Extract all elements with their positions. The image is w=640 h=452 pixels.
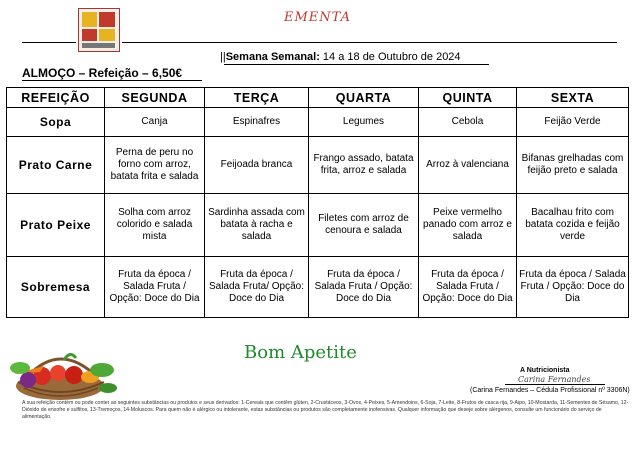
table-cell: Fruta da época / Salada Fruta / Opção: Doce do Dia <box>309 257 419 318</box>
row-header: Sobremesa <box>7 257 105 318</box>
table-row <box>7 108 629 137</box>
nutritionist-license: (Carina Fernandes – Cédula Profissional nº 3306N) <box>470 387 630 394</box>
vegetable-basket-illustration <box>4 346 122 404</box>
menu-table <box>6 87 629 318</box>
table-cell: Feijoada branca <box>205 137 309 194</box>
week-info <box>220 51 461 63</box>
school-logo <box>78 8 120 52</box>
row-header: Sopa <box>7 108 105 137</box>
table-cell: Fruta da época / Salada Fruta/ Opção: Doce do Dia <box>205 257 309 318</box>
table-cell: Solha com arroz colorido e salada mista <box>105 194 205 257</box>
column-header: REFEIÇÃO <box>7 88 105 108</box>
bom-apetite-greeting: Bom Apetite <box>244 342 357 363</box>
signature-line <box>505 384 605 385</box>
table-row <box>7 137 629 194</box>
week-value: 14 a 18 de Outubro de 2024 <box>319 51 461 63</box>
table-cell: Frango assado, batata frita, arroz e salada <box>309 137 419 194</box>
table-row <box>7 194 629 257</box>
table-cell: Cebola <box>419 108 517 137</box>
allergen-notes: A sua refeição contém ou pode conter as seguintes substâncias ou produtos e seus derivados: 1-Cereais que contêm glúten, 2-Crustáceos, 3-Ovos, 4-Peixes, 5-Amendoins, 6-Soja, 7-Leite, 8-Frutos de casca rija, 9-Aipo, 10-Mostarda, 11-Sementes de Sésamo, 12-Dióxido de enxofre e sulfitos, 13-Tremoços, 14-Moluscos. Para quem não é alérgico ou intolerante, estas substâncias ou produtos são completamente inofensivas. Qualquer informação que deseje sobre alérgenos, consulte um funcionário do serviço de alimentação. <box>22 400 629 421</box>
lunch-price: ALMOÇO – Refeição – 6,50€ <box>22 66 183 80</box>
week-underline <box>224 64 489 65</box>
table-cell: Arroz à valenciana <box>419 137 517 194</box>
table-cell: Legumes <box>309 108 419 137</box>
header-rule-right <box>122 42 617 43</box>
table-cell: Fruta da época / Salada Fruta / Opção: Doce do Dia <box>419 257 517 318</box>
table-cell: Filetes com arroz de cenoura e salada <box>309 194 419 257</box>
table-cell: Canja <box>105 108 205 137</box>
table-cell: Bifanas grelhadas com feijão preto e salada <box>517 137 629 194</box>
row-header: Prato Carne <box>7 137 105 194</box>
column-header: SEXTA <box>517 88 629 108</box>
table-cell: Espinafres <box>205 108 309 137</box>
page-title: EMENTA <box>284 10 352 25</box>
week-label: Semana Semanal: <box>225 51 320 63</box>
nutritionist-title: A Nutricionista <box>520 367 570 374</box>
column-header: QUARTA <box>309 88 419 108</box>
table-row <box>7 257 629 318</box>
table-cell: Bacalhau frito com batata cozida e feijão verde <box>517 194 629 257</box>
table-cell: Perna de peru no forno com arroz, batata frita e salada <box>105 137 205 194</box>
week-prefix: || <box>220 51 226 63</box>
table-cell: Fruta da época / Salada Fruta / Opção: Doce do Dia <box>517 257 629 318</box>
table-cell: Sardinha assada com batata à racha e salada <box>205 194 309 257</box>
nutritionist-signature: Carina Fernandes <box>518 375 591 384</box>
table-cell: Fruta da época / Salada Fruta / Opção: Doce do Dia <box>105 257 205 318</box>
column-header: TERÇA <box>205 88 309 108</box>
table-cell: Peixe vermelho panado com arroz e salada <box>419 194 517 257</box>
column-header: SEGUNDA <box>105 88 205 108</box>
table-cell: Feijão Verde <box>517 108 629 137</box>
lunch-underline <box>22 80 202 81</box>
header-rule-left <box>22 42 76 43</box>
row-header: Prato Peixe <box>7 194 105 257</box>
column-header: QUINTA <box>419 88 517 108</box>
table-header-row <box>7 88 629 108</box>
